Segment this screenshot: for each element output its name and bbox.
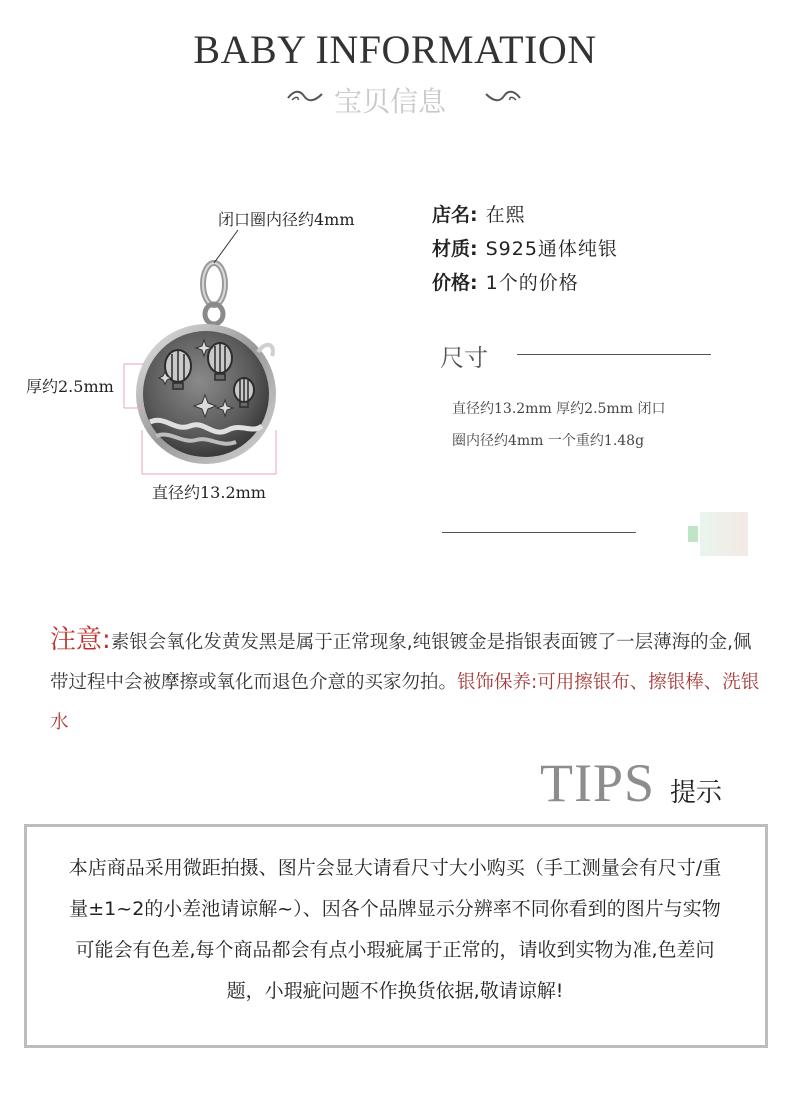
ring-inner-annotation: 闭口圈内径约4mm <box>218 210 355 229</box>
material-label: 材质: <box>432 238 478 260</box>
price-label: 价格: <box>432 272 478 294</box>
thickness-annotation: 厚约2.5mm <box>26 377 114 396</box>
left-ornament-icon <box>286 88 324 104</box>
size-line-1: 直径约13.2mm 厚约2.5mm 闭口 <box>452 401 666 417</box>
shop-label: 店名: <box>432 204 478 226</box>
decorative-blur-block <box>700 512 748 556</box>
tips-title-cn: 提示 <box>670 778 723 808</box>
pendant-image <box>0 190 420 520</box>
tips-title: TIPS <box>540 753 656 813</box>
page-subtitle: 宝贝信息 <box>334 85 447 118</box>
size-divider <box>517 354 711 355</box>
notice-lead: 注意: <box>50 625 111 655</box>
shop-value: 在熙 <box>485 204 526 226</box>
page-title: BABY INFORMATION <box>193 27 597 72</box>
care-tip: 银饰保养:可用擦银布、擦银棒、洗银水 <box>50 672 760 733</box>
notice-body: 素银会氧化发黄发黑是属于正常现象,纯银镀金是指银表面镀了一层薄海的金,佩带过程中会被摩擦或氧化而退色介意的买家勿拍。 <box>50 632 752 693</box>
info-bottom-divider <box>442 532 636 533</box>
price-value: 1个的价格 <box>485 272 579 294</box>
material-value: S925通体纯银 <box>485 238 618 260</box>
notice-paragraph <box>50 620 762 743</box>
right-ornament-icon <box>484 88 522 104</box>
tips-body: 本店商品采用微距拍摄、图片会显大请看尺寸大小购买（手工测量会有尺寸/重量±1~2的小差池请谅解~）、因各个品牌显示分辨率不同你看到的图片与实物可能会有色差,每个商品都会有点小瑕疵属于正常的，请收到实物为准,色差问题，小瑕疵问题不作换货依据,敬请谅解! <box>68 857 722 1002</box>
info-price <box>432 268 579 295</box>
product-figure <box>0 190 420 520</box>
info-shop <box>432 200 526 227</box>
diameter-annotation: 直径约13.2mm <box>152 483 266 502</box>
subtitle-row <box>0 78 790 118</box>
info-material <box>432 234 618 261</box>
decorative-blur <box>688 526 698 542</box>
size-heading: 尺寸 <box>440 344 488 372</box>
size-line-2: 圈内径约4mm 一个重约1.48g <box>452 433 645 449</box>
